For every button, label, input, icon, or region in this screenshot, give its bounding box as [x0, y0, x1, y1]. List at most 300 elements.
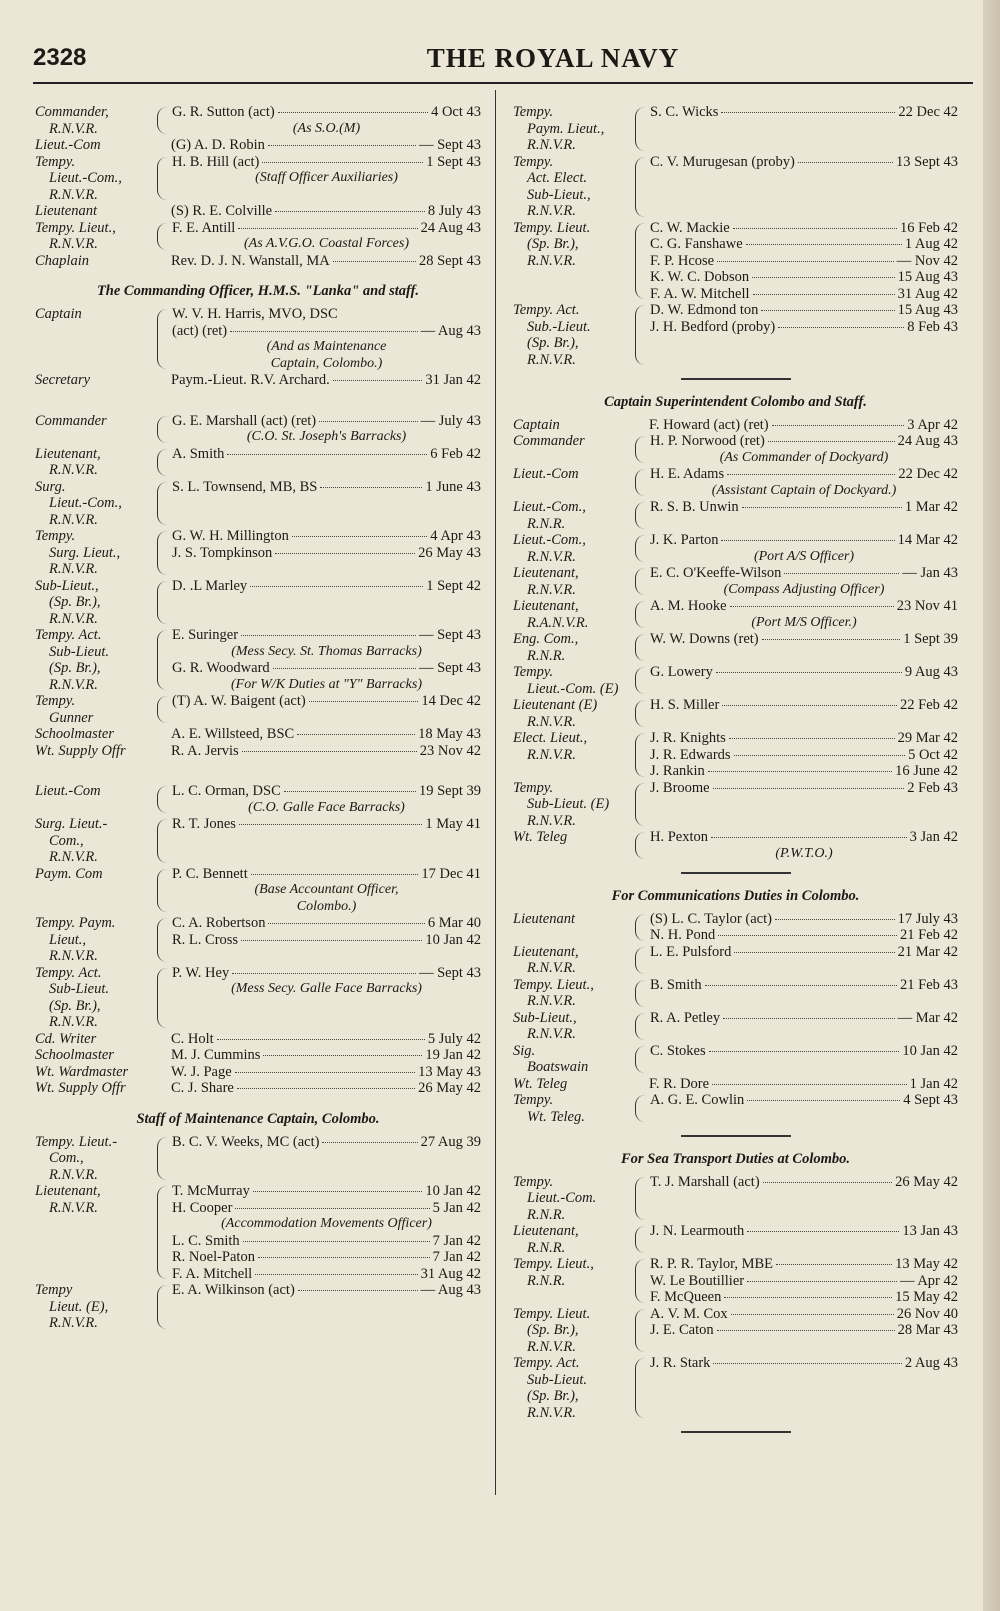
entry-list: [172, 693, 481, 726]
rank-line: Lieutenant,: [513, 598, 579, 614]
brace-mark: [635, 980, 646, 1007]
dot-leader: [713, 788, 905, 789]
brace-mark: [635, 1358, 646, 1418]
brace-mark: [635, 1309, 646, 1353]
officer-name: J. Broome: [650, 779, 710, 796]
entry-list: [172, 1134, 481, 1184]
rank-line: Eng. Com.,: [513, 631, 579, 647]
dot-leader: [798, 162, 893, 163]
seniority-date: 6 Mar 40: [427, 915, 481, 931]
rank-line: R.N.V.R.: [49, 186, 98, 203]
brace-mark: [635, 914, 646, 941]
header-rule: [33, 82, 973, 84]
rank-label: [513, 631, 635, 664]
dot-leader: [711, 837, 907, 838]
rank-line: Lieut.-Com: [35, 783, 101, 799]
officer-name: R. Noel-Paton: [172, 1249, 255, 1265]
officer-entry: [650, 286, 958, 303]
dot-leader: [253, 1191, 423, 1192]
rank-line: R.N.V.R.: [527, 713, 576, 730]
rank-label: [513, 499, 635, 532]
entry-group: [513, 944, 958, 977]
dot-leader: [730, 606, 894, 607]
section: [35, 759, 481, 1097]
dot-leader: [731, 1314, 894, 1315]
seniority-date: 24 Aug 43: [897, 433, 958, 449]
brace-mark: [157, 918, 168, 962]
seniority-date: 28 Mar 43: [897, 1322, 958, 1338]
entry-list: [171, 253, 481, 270]
entry-note: (As S.O.(M): [292, 120, 361, 136]
entry-list: [650, 829, 958, 862]
rank-line: R.N.V.R.: [49, 561, 98, 577]
officer-entry: [650, 927, 958, 944]
officer-name: C. A. Robertson: [172, 915, 266, 931]
dot-leader: [241, 635, 416, 636]
dot-leader: [716, 672, 902, 673]
officer-entry: [172, 479, 481, 496]
entry-note: (Port A/S Officer): [753, 548, 855, 564]
entry-group: [35, 479, 481, 529]
dot-leader: [705, 985, 897, 986]
entry-list: [650, 911, 958, 944]
brace-mark: [157, 449, 168, 476]
officer-name: W. Le Boutillier: [650, 1272, 745, 1289]
section-rule: [681, 378, 791, 380]
entry-list: [172, 1282, 481, 1332]
page-number: 2328: [33, 44, 87, 71]
rank-line: Lieut.-Com.,: [49, 170, 122, 186]
seniority-date: 5 Oct 42: [908, 746, 958, 763]
entry-list: [650, 1010, 958, 1043]
brace-mark: [635, 601, 646, 628]
officer-name: P. C. Bennett: [172, 865, 248, 882]
entry-list: [650, 1092, 958, 1125]
officer-name: C. G. Fanshawe: [650, 236, 743, 252]
rank-line: Elect. Lieut.,: [513, 730, 588, 746]
dot-leader: [721, 112, 895, 113]
entry-group: [35, 1134, 481, 1184]
seniority-date: 15 Aug 43: [897, 269, 958, 285]
dot-leader: [243, 1241, 430, 1242]
section: [35, 283, 481, 389]
brace-mark: [635, 733, 646, 777]
officer-name: H. P. Norwood (ret): [650, 433, 765, 449]
rank-line: Wt. Supply Offr: [35, 742, 126, 759]
entry-group: [35, 743, 481, 760]
rank-line: Sub-Lieut.: [49, 981, 110, 997]
rank-line: Tempy. Lieut.,: [35, 219, 116, 236]
entry-list: [171, 372, 481, 389]
seniority-date: 13 Jan 43: [902, 1223, 958, 1239]
rank-label: [35, 253, 157, 270]
dot-leader: [309, 701, 419, 702]
brace-mark: [157, 786, 168, 813]
officer-name: P. W. Hey: [172, 964, 230, 981]
rank-line: R.N.R.: [527, 1206, 566, 1223]
entry-group: [35, 104, 481, 137]
seniority-date: 1 May 41: [425, 816, 481, 832]
entry-list: [650, 780, 958, 830]
officer-name: C. Stokes: [650, 1042, 706, 1059]
rank-line: Tempy.: [35, 528, 76, 544]
entry-group: [513, 730, 958, 780]
entry-group: [35, 220, 481, 253]
officer-entry: [172, 306, 481, 323]
dot-leader: [775, 919, 895, 920]
brace-gap: [157, 253, 171, 270]
entry-note: (Compass Adjusting Officer): [723, 581, 885, 597]
rank-label: [35, 627, 157, 693]
rank-line: Tempy. Lieut.: [513, 219, 591, 236]
dot-leader: [713, 1363, 901, 1364]
page-title: THE ROYAL NAVY: [426, 43, 680, 73]
seniority-date: 26 May 42: [418, 1080, 481, 1096]
officer-name: A. V. M. Cox: [650, 1305, 728, 1322]
brace-mark: [635, 107, 646, 151]
rank-line: Lieut.-Com.,: [513, 499, 586, 515]
brace-mark: [635, 502, 646, 529]
officer-name: C. W. Mackie: [650, 219, 730, 236]
officer-entry: [172, 154, 481, 171]
rank-line: Tempy.: [513, 1092, 554, 1108]
officer-entry: [650, 977, 958, 994]
rank-line: Lieut.-Com.: [527, 1190, 597, 1206]
rank-line: Lieutenant,: [35, 1183, 101, 1199]
seniority-date: — Sept 43: [418, 137, 481, 153]
brace-mark: [635, 947, 646, 974]
entry-list: [172, 154, 481, 204]
officer-entry: [172, 932, 481, 949]
officer-name: G. R. Sutton (act): [172, 104, 275, 120]
entry-group: [35, 446, 481, 479]
rank-line: R.N.V.R.: [527, 252, 576, 269]
officer-entry: [649, 1076, 958, 1093]
entry-group: [513, 1043, 958, 1076]
dot-leader: [333, 380, 423, 381]
officer-entry: [172, 816, 481, 833]
brace-mark: [157, 223, 168, 250]
rank-label: [35, 220, 157, 253]
rank-line: Tempy. Act.: [35, 627, 102, 643]
seniority-date: 31 Jan 42: [425, 372, 481, 388]
dot-leader: [320, 487, 422, 488]
rank-line: Boatswain: [527, 1059, 589, 1075]
officer-name: K. W. C. Dobson: [650, 269, 750, 285]
rank-label: [513, 911, 635, 944]
officer-name: J. S. Tompkinson: [172, 544, 273, 561]
rank-line: Lieutenant (E): [513, 697, 598, 713]
dot-leader: [268, 145, 416, 146]
seniority-date: 15 Aug 43: [897, 302, 958, 318]
rank-line: R.N.R.: [527, 1272, 566, 1289]
officer-entry: [171, 1064, 481, 1081]
brace-mark: [635, 634, 646, 661]
brace-mark: [157, 1186, 168, 1279]
officer-name: F. McQueen: [650, 1289, 722, 1305]
dot-leader: [747, 1100, 900, 1101]
officer-name: H. B. Hill (act): [172, 153, 260, 170]
rank-line: Wt. Teleg: [513, 829, 568, 845]
dot-leader: [753, 294, 895, 295]
dot-leader: [227, 454, 427, 455]
section: [513, 378, 958, 862]
officer-name: N. H. Pond: [650, 927, 716, 943]
entry-note: (For W/K Duties at "Y" Barracks): [230, 676, 423, 692]
dot-leader: [709, 1051, 900, 1052]
entry-list: [650, 1256, 958, 1306]
rank-line: (Sp. Br.),: [49, 594, 101, 610]
officer-name: H. E. Adams: [650, 466, 725, 482]
officer-entry: [650, 466, 958, 483]
rank-line: Captain: [513, 416, 560, 433]
rank-line: Commander,: [35, 104, 109, 120]
entry-list: [171, 726, 481, 743]
seniority-date: 1 Sept 42: [426, 577, 481, 594]
rank-line: Lieut.-Com: [513, 466, 579, 482]
officer-name: A. Smith: [172, 445, 225, 462]
rank-line: R.N.V.R.: [527, 137, 576, 153]
dot-leader: [747, 1281, 897, 1282]
rank-label: [35, 306, 157, 372]
rank-line: Surg. Lieut.,: [49, 544, 121, 561]
entry-list: [172, 413, 481, 446]
rank-line: R.N.V.R.: [527, 203, 576, 219]
dot-leader: [292, 536, 427, 537]
rank-label: [35, 1183, 157, 1282]
seniority-date: 13 May 43: [418, 1063, 481, 1080]
officer-name: G. E. Marshall (act) (ret): [172, 412, 317, 429]
entry-list: [650, 1174, 958, 1224]
rank-label: [513, 780, 635, 830]
officer-name: E. Suringer: [172, 627, 239, 643]
entry-list: [650, 697, 958, 730]
seniority-date: — Sept 43: [418, 627, 481, 643]
officer-name: J. R. Knights: [650, 730, 726, 746]
seniority-date: 3 Jan 42: [909, 829, 958, 845]
entry-list: [650, 1043, 958, 1076]
rank-line: Commander: [35, 412, 107, 429]
section-gap: [35, 759, 481, 771]
entry-group: [35, 413, 481, 446]
officer-name: H. S. Miller: [650, 697, 720, 713]
officer-name: G. R. Woodward: [172, 660, 270, 676]
brace-mark: [635, 1177, 646, 1221]
section-title: Staff of Maintenance Captain, Colombo.: [136, 1110, 380, 1127]
rank-line: Tempy. Lieut.: [513, 1305, 591, 1322]
officer-entry: [650, 911, 958, 928]
brace-mark: [635, 832, 646, 859]
rank-line: Lieut.-Com: [35, 137, 101, 153]
officer-name: A. E. Willsteed, BSC: [171, 726, 295, 742]
entry-group: [513, 417, 958, 434]
entry-note: Colombo.): [296, 898, 357, 914]
rank-line: Secretary: [35, 372, 91, 388]
officer-entry: [650, 236, 958, 253]
officer-entry: [650, 1273, 958, 1290]
brace-mark: [157, 416, 168, 443]
rank-line: (Sp. Br.),: [527, 1322, 579, 1338]
brace-gap: [157, 372, 171, 389]
entry-group: [35, 693, 481, 726]
dot-leader: [297, 734, 415, 735]
rank-line: R.N.V.R.: [527, 960, 576, 976]
seniority-date: 2 Aug 43: [904, 1355, 958, 1371]
dot-leader: [718, 935, 897, 936]
dot-leader: [239, 824, 422, 825]
officer-entry: [171, 1031, 481, 1048]
dot-leader: [263, 1055, 422, 1056]
entry-note: (And as Maintenance: [266, 339, 387, 354]
brace-mark: [635, 1226, 646, 1253]
rank-line: R.N.V.R.: [527, 746, 576, 763]
rank-line: R.N.R.: [527, 647, 566, 664]
officer-name: R. L. Cross: [172, 931, 239, 948]
officer-name: Paym.-Lieut. R.V. Archard.: [171, 372, 330, 388]
officer-name: L. C. Orman, DSC: [172, 783, 281, 799]
rank-line: Tempy.: [513, 153, 554, 170]
officer-name: F. Howard (act) (ret): [649, 416, 769, 433]
officer-entry: [650, 1289, 958, 1306]
rank-label: [35, 1031, 157, 1048]
officer-entry: [172, 1233, 481, 1250]
seniority-date: 22 Dec 42: [898, 104, 958, 120]
officer-entry: [171, 1080, 481, 1097]
entry-list: [650, 466, 958, 499]
entry-group: [35, 578, 481, 628]
officer-name: J. N. Learmouth: [650, 1223, 745, 1239]
brace-mark: [635, 305, 646, 365]
rank-line: Tempy. Lieut.-: [35, 1133, 118, 1150]
brace-gap: [157, 1080, 171, 1097]
entry-group: [513, 1076, 958, 1093]
officer-entry: [171, 1047, 481, 1064]
rank-line: Tempy.: [513, 779, 554, 796]
officer-entry: [650, 104, 958, 121]
officer-name: A. G. E. Cowlin: [650, 1092, 745, 1108]
seniority-date: 26 May 42: [895, 1173, 958, 1190]
officer-name: G. Lowery: [650, 664, 713, 680]
rank-line: R.A.N.V.R.: [527, 614, 589, 631]
section: [513, 1135, 958, 1421]
rank-line: R.N.V.R.: [49, 676, 98, 693]
dot-leader: [217, 1039, 425, 1040]
rank-label: [513, 829, 635, 862]
entry-note: (Base Accountant Officer,: [254, 882, 399, 897]
rank-label: [513, 532, 635, 565]
seniority-date: 19 Sept 39: [418, 783, 481, 799]
officer-name: L. E. Pulsford: [650, 943, 732, 960]
section: [513, 104, 958, 368]
brace-gap: [157, 1064, 171, 1081]
entry-group: [35, 783, 481, 816]
entry-list: [172, 965, 481, 1031]
dot-leader: [250, 586, 423, 587]
brace-mark: [635, 535, 646, 562]
entry-note: (Accommodation Movements Officer): [221, 1216, 432, 1231]
rank-line: Chaplain: [35, 252, 89, 269]
dot-leader: [284, 791, 416, 792]
dot-leader: [761, 310, 894, 311]
seniority-date: 6 Feb 42: [430, 445, 481, 462]
rank-line: Tempy.: [513, 664, 554, 680]
officer-entry: [172, 660, 481, 677]
brace-mark: [635, 157, 646, 217]
entry-list: [650, 977, 958, 1010]
rank-label: [513, 664, 635, 697]
dot-leader: [262, 162, 423, 163]
entry-list: [171, 743, 481, 760]
dot-leader: [752, 277, 894, 278]
entry-list: [650, 154, 958, 220]
rank-line: (Sp. Br.),: [527, 335, 579, 351]
dot-leader: [242, 751, 417, 752]
entry-note: (Mess Secy. Galle Face Barracks): [231, 981, 422, 996]
officer-name: F. A. Mitchell: [172, 1265, 253, 1282]
rank-line: (Sp. Br.),: [49, 660, 101, 676]
officer-name: B. Smith: [650, 976, 702, 993]
seniority-date: 19 Jan 42: [425, 1047, 481, 1063]
entry-group: [513, 631, 958, 664]
officer-name: R. P. R. Taylor, MBE: [650, 1256, 774, 1272]
entry-group: [513, 1306, 958, 1356]
rank-line: Sub-Lieut.: [527, 1371, 588, 1388]
rank-label: [513, 154, 635, 220]
rank-label: [35, 1282, 157, 1332]
brace-mark: [157, 482, 168, 526]
officer-entry: [650, 697, 958, 714]
seniority-date: 14 Mar 42: [897, 532, 958, 548]
seniority-date: 13 May 42: [895, 1256, 958, 1272]
officer-entry: [650, 302, 958, 319]
entry-list: [172, 578, 481, 628]
rank-label: [35, 693, 157, 726]
officer-entry: [650, 747, 958, 764]
entry-list: [171, 1031, 481, 1048]
officer-name: J. H. Bedford (proby): [650, 318, 776, 335]
entry-list: [172, 220, 481, 253]
dot-leader: [237, 1088, 415, 1089]
entry-list: [172, 528, 481, 578]
seniority-date: 2 Feb 43: [907, 779, 958, 796]
officer-entry: [650, 499, 958, 516]
brace-mark: [157, 581, 168, 625]
dot-leader: [717, 261, 894, 262]
brace-gap: [635, 1076, 649, 1093]
rank-label: [513, 1076, 635, 1093]
section-title: Captain Superintendent Colombo and Staff.: [604, 393, 867, 410]
officer-entry: [172, 627, 481, 644]
officer-name: (act) (ret): [172, 322, 228, 339]
officer-entry: [172, 1249, 481, 1266]
officer-entry: [171, 203, 481, 220]
rank-line: Sub-Lieut. (E): [527, 796, 610, 812]
seniority-date: 22 Feb 42: [900, 697, 958, 713]
entry-group: [513, 697, 958, 730]
seniority-date: 28 Sept 43: [418, 252, 481, 269]
dot-leader: [722, 705, 897, 706]
officer-entry: [650, 631, 958, 648]
officer-entry: [650, 730, 958, 747]
seniority-date: 31 Aug 42: [420, 1265, 481, 1282]
officer-entry: [172, 915, 481, 932]
section-title: For Communications Duties in Colombo.: [611, 887, 860, 904]
entry-list: [650, 532, 958, 565]
officer-name: S. C. Wicks: [650, 104, 719, 120]
officer-entry: [650, 1256, 958, 1273]
rank-line: Lieut.,: [49, 931, 87, 948]
rank-line: Sub-Lieut.,: [527, 186, 591, 203]
